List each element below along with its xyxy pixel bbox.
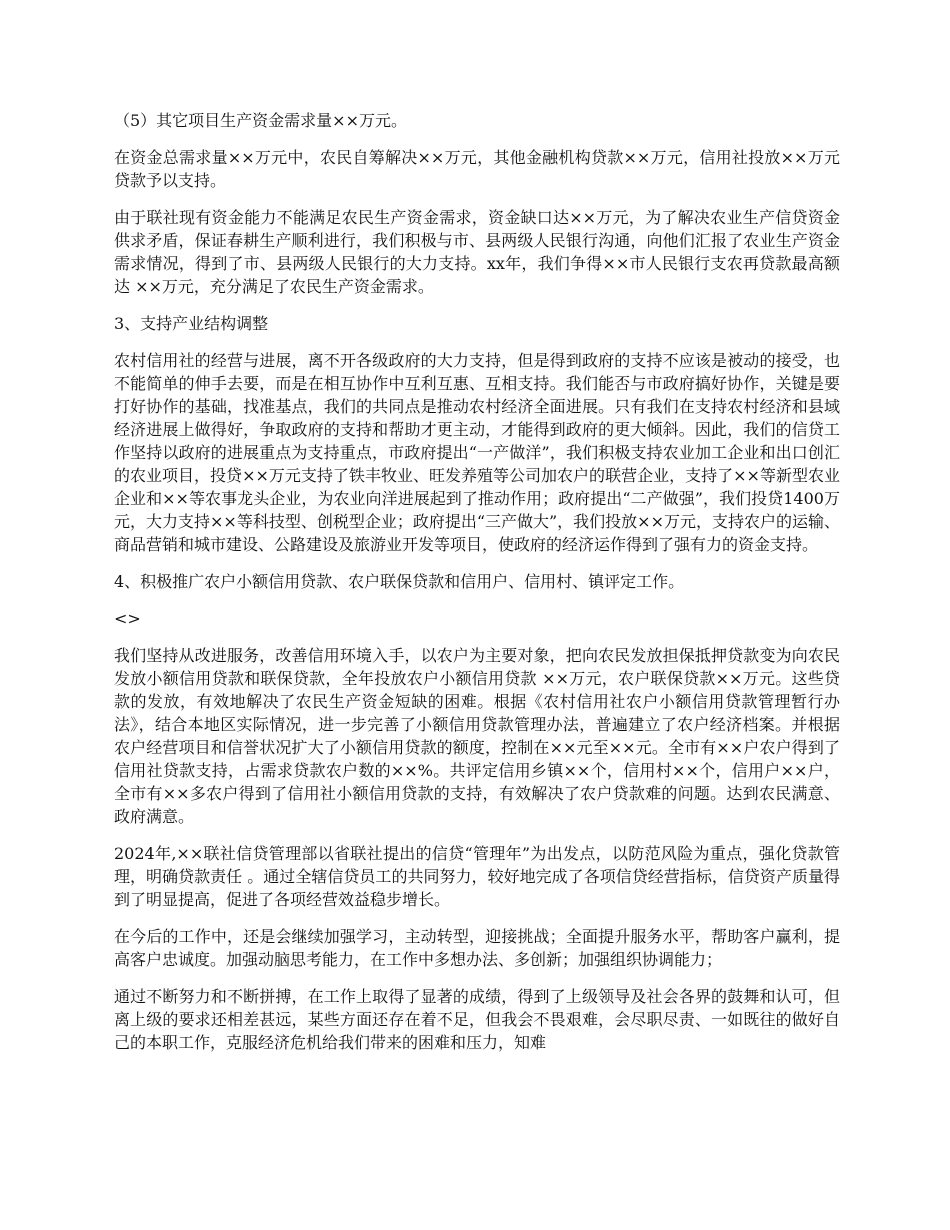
paragraph-microcredit: 我们坚持从改进服务，改善信用环境入手，以农户为主要对象，把向农民发放担保抵押贷款变为向农民发放小额信用贷款和联保贷款，全年投放农户小额信用贷款 ××万元，农户联保贷款××万元。这些贷款的发放，有效地解决了农民生产资金短缺的困难。根据《农村信用社农户小额信用贷款管理暂行办法》，结合本地区实际情况，进一步完善了小额信用贷款管理办法，普遍建立了农户经济档案。并根据农户经营项目和信誉状况扩大了小额信用贷款的额度，控制在××元至××元。全市有××户农户得到了信用社贷款支持，占需求贷款农户数的××%。共评定信用乡镇××个，信用村××个，信用户××户，全市有××多农户得到了信用社小额信用贷款的支持，有效解决了农户贷款难的问题。达到农民满意、政府满意。 (114, 646, 840, 826)
section-heading-4: 4、积极推广农户小额信用贷款、农户联保贷款和信用户、信用村、镇评定工作。 (114, 572, 685, 591)
paragraph-2024-management: 2024年,××联社信贷管理部以省联社提出的信贷“管理年”为出发点，以防范风险为重点，强化贷款管理，明确贷款责任 。通过全辖信贷员工的共同努力，较好地完成了各项信贷经营指标，信贷资产质量得到了明显提高，促进了各项经营效益稳步增长。 (114, 844, 840, 909)
paragraph-funding-total: 在资金总需求量××万元中，农民自筹解决××万元，其他金融机构贷款××万元，信用社投放××万元贷款予以支持。 (114, 148, 840, 190)
paragraph-future-work: 在今后的工作中，还是会继续加强学习，主动转型，迎接挑战；全面提升服务水平，帮助客户赢利，提高客户忠诚度。加强动脑思考能力，在工作中多想办法、多创新；加强组织协调能力； (114, 927, 840, 969)
placeholder-marker: <> (114, 609, 141, 628)
paragraph-item-5-other-projects: （5）其它项目生产资金需求量××万元。 (114, 111, 407, 130)
document-page (114, 109, 840, 1068)
paragraph-conclusion: 通过不断努力和不断拼搏，在工作上取得了显著的成绩，得到了上级领导及社会各界的鼓舞和认可，但离上级的要求还相差甚远，某些方面还存在着不足，但我会不畏艰难，会尽职尽责、一如既往的做好自己的本职工作，克服经济危机给我们带来的困难和压力，知难 (114, 987, 840, 1052)
paragraph-funding-gap: 由于联社现有资金能力不能满足农民生产资金需求，资金缺口达××万元，为了解决农业生产信贷资金供求矛盾，保证春耕生产顺利进行，我们积极与市、县两级人民银行沟通，向他们汇报了农业生产资金需求情况，得到了市、县两级人民银行的大力支持。xx年，我们争得××市人民银行支农再贷款最高额达 ××万元，充分满足了农民生产资金需求。 (114, 208, 840, 296)
section-heading-3: 3、支持产业结构调整 (114, 314, 269, 333)
paragraph-government-cooperation: 农村信用社的经营与进展，离不开各级政府的大力支持，但是得到政府的支持不应该是被动的接受，也不能简单的伸手去要，而是在相互协作中互利互惠、互相支持。我们能否与市政府搞好协作，关键是要打好协作的基础，找准基点，我们的共同点是推动农村经济全面进展。只有我们在支持农村经济和县域经济进展上做得好，争取政府的支持和帮助才更主动，才能得到政府的更大倾斜。因此，我们的信贷工作坚持以政府的进展重点为支持重点，市政府提出“一产做洋”，我们积极支持农业加工企业和出口创汇的农业项目，投贷××万元支持了铁丰牧业、旺发养殖等公司加农户的联营企业，支持了××等新型农业企业和××等农事龙头企业，为农业向洋进展起到了推动作用；政府提出“二产做强”，我们投贷1400万元，大力支持××等科技型、创税型企业；政府提出“三产做大”，我们投放××万元，支持农户的运输、商品营销和城市建设、公路建设及旅游业开发等项目，使政府的经济运作得到了强有力的资金支持。 (114, 351, 840, 554)
